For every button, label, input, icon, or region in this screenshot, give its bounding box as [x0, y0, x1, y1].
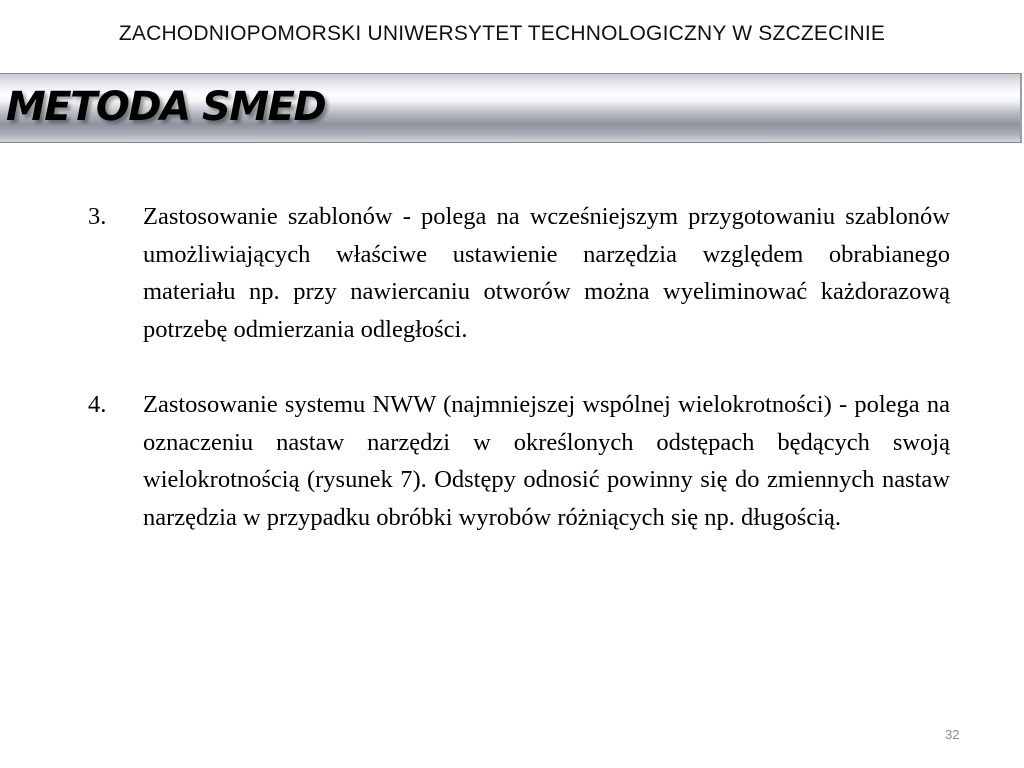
list-item: [88, 386, 950, 536]
content-list: [88, 198, 950, 536]
list-item-text: Zastosowanie szablonów - polega na wcześniejszym przygotowaniu szablonów umożliwiających właściwe ustawienie narzędzia względem obrabianego materiału np. przy nawiercaniu otworów można wyeliminować każdorazową potrzebę odmierzania odległości.: [143, 203, 950, 343]
list-item-text: Zastosowanie systemu NWW (najmniejszej wspólnej wielokrotności) - polega na oznaczeniu nastaw narzędzi w określonych odstępach będących swoją wielokrotnością (rysunek 7). Odstępy odnosić powinny się do zmiennych nastaw narzędzia w przypadku obróbki wyrobów różniących się np. długością.: [143, 391, 950, 531]
university-name: ZACHODNIOPOMORSKI UNIWERSYTET TECHNOLOGICZNY W SZCZECINIE: [118, 22, 886, 45]
list-item-number: 3.: [88, 203, 107, 230]
list-item: [88, 198, 950, 348]
slide-title: METODA SMED: [6, 84, 326, 130]
page-number: 32: [945, 727, 960, 742]
list-item-number: 4.: [88, 391, 107, 418]
